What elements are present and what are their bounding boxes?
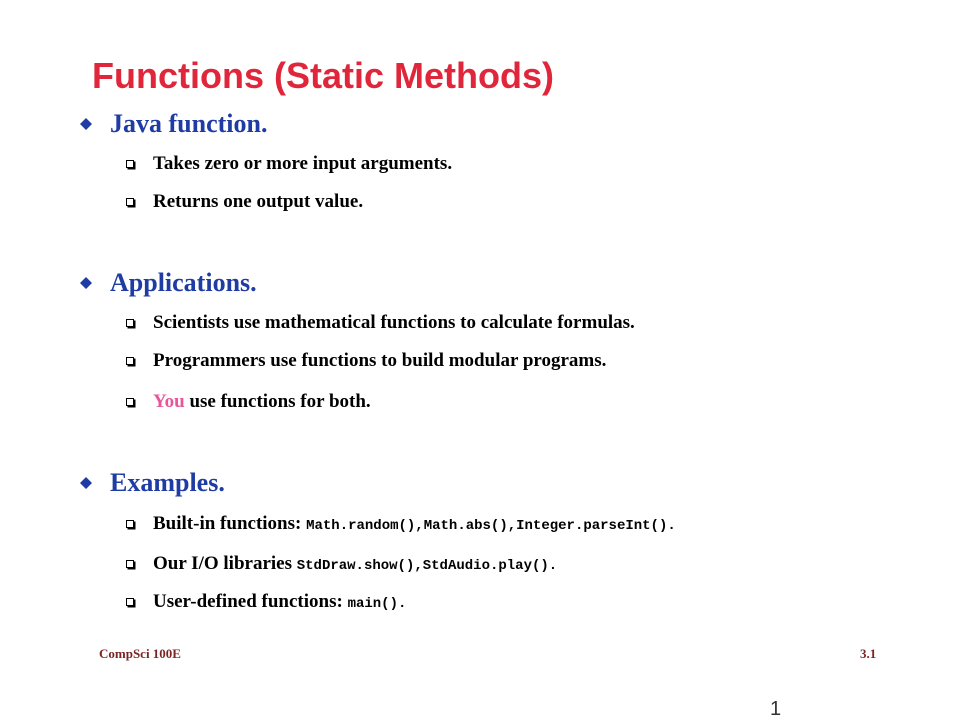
- footer-course: CompSci 100E: [99, 646, 181, 661]
- square-bullet-icon: [126, 520, 134, 528]
- square-bullet-icon: [126, 398, 134, 406]
- list-item-text: [153, 390, 371, 414]
- square-bullet-icon: [126, 560, 134, 568]
- section-heading: Examples.: [110, 468, 225, 497]
- slide-title: Functions (Static Methods): [92, 55, 554, 96]
- footer-section: 3.1: [860, 646, 877, 661]
- section-heading: Java function.: [110, 109, 268, 138]
- code-snippet: main().: [347, 596, 407, 612]
- square-bullet-icon: [126, 598, 134, 606]
- list-item-text: Takes zero or more input arguments.: [153, 153, 453, 174]
- page-number: 1: [770, 698, 782, 720]
- list-item-rest: use functions for both.: [184, 391, 371, 412]
- diamond-bullet-icon: [80, 477, 92, 489]
- list-item-text: [153, 512, 676, 538]
- list-item-text: Programmers use functions to build modular programs.: [153, 350, 607, 371]
- list-item-label: User-defined functions:: [153, 591, 348, 612]
- highlight-word: You: [153, 391, 185, 412]
- square-bullet-icon: [126, 357, 134, 365]
- list-item-label: Built-in functions:: [153, 513, 307, 534]
- square-bullet-icon: [126, 319, 134, 327]
- diamond-bullet-icon: [80, 118, 92, 130]
- list-item-text: Scientists use mathematical functions to calculate formulas.: [153, 312, 635, 333]
- code-snippet: StdDraw.show(),StdAudio.play().: [296, 558, 558, 574]
- list-item-text: Returns one output value.: [153, 191, 364, 212]
- square-bullet-icon: [126, 160, 134, 168]
- section-heading: Applications.: [110, 268, 257, 297]
- list-item-text: [153, 590, 406, 616]
- square-bullet-icon: [126, 198, 134, 206]
- list-item-text: [153, 552, 557, 578]
- list-item-label: Our I/O libraries: [153, 553, 297, 574]
- code-snippet: Math.random(),Math.abs(),Integer.parseInt().: [306, 518, 676, 534]
- diamond-bullet-icon: [80, 277, 92, 289]
